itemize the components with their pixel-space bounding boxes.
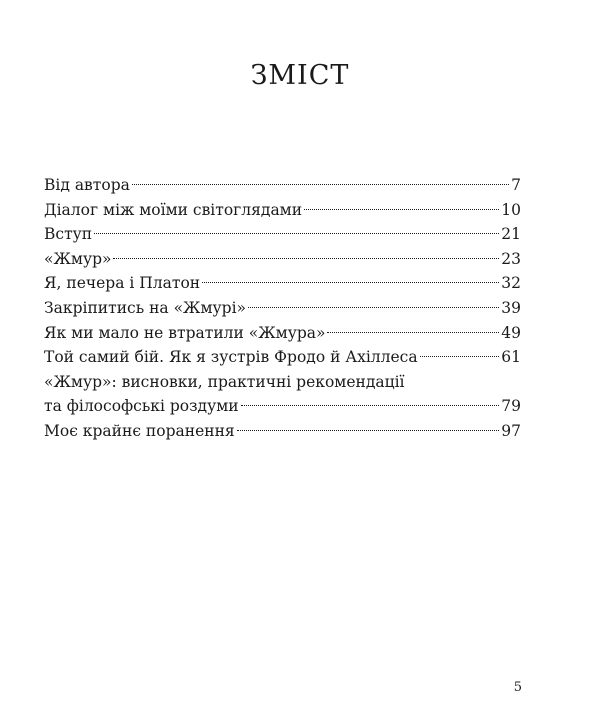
toc-entry-page: 97 <box>501 421 521 440</box>
toc-entry[interactable] <box>44 198 521 223</box>
dot-leader <box>94 233 499 234</box>
toc-entry-multiline[interactable] <box>44 370 521 419</box>
toc-entry-page: 61 <box>501 348 521 367</box>
dot-leader <box>420 356 500 357</box>
toc-entry-title: Моє крайнє поранення <box>44 421 235 440</box>
toc-entry[interactable] <box>44 173 521 198</box>
toc-entry-page: 32 <box>501 274 521 293</box>
table-of-contents <box>44 173 521 444</box>
toc-entry-title: Діалог між моїми світоглядами <box>44 200 303 219</box>
toc-entry[interactable] <box>44 345 521 370</box>
toc-entry-page: 21 <box>501 225 521 244</box>
toc-entry-page: 23 <box>501 249 521 268</box>
dot-leader <box>248 307 499 308</box>
dot-leader <box>237 430 500 431</box>
toc-entry-title-line1: «Жмур»: висновки, практичні рекомендації <box>44 372 405 391</box>
page-title: ЗМІСТ <box>250 60 350 91</box>
dot-leader <box>113 258 499 259</box>
toc-entry-title: Закріпитись на «Жмурі» <box>44 298 247 317</box>
toc-entry[interactable] <box>44 321 521 346</box>
toc-entry[interactable] <box>44 247 521 272</box>
toc-entry[interactable] <box>44 296 521 321</box>
toc-entry-page: 79 <box>501 397 521 416</box>
toc-entry[interactable] <box>44 419 521 444</box>
toc-entry-title-line2: та філософські роздуми <box>44 397 239 416</box>
dot-leader <box>304 209 499 210</box>
toc-entry-title: «Жмур» <box>44 249 112 268</box>
toc-entry-page: 49 <box>501 323 521 342</box>
toc-entry[interactable] <box>44 222 521 247</box>
toc-entry-page: 7 <box>511 176 521 194</box>
toc-entry[interactable] <box>44 271 521 296</box>
toc-entry-title: Я, печера і Платон <box>44 274 201 293</box>
toc-entry-title: Від автора <box>44 176 130 194</box>
dot-leader <box>241 405 500 406</box>
toc-entry-title: Той самий бій. Як я зустрів Фродо й Ахіллеса <box>44 348 418 367</box>
toc-entry-page: 10 <box>501 200 521 219</box>
dot-leader <box>202 282 499 283</box>
page-number: 5 <box>513 680 522 695</box>
dot-leader <box>327 332 499 333</box>
toc-entry-page: 39 <box>501 298 521 317</box>
dot-leader <box>132 184 509 185</box>
toc-entry-title: Вступ <box>44 225 93 244</box>
toc-entry-title: Як ми мало не втратили «Жмура» <box>44 323 326 342</box>
